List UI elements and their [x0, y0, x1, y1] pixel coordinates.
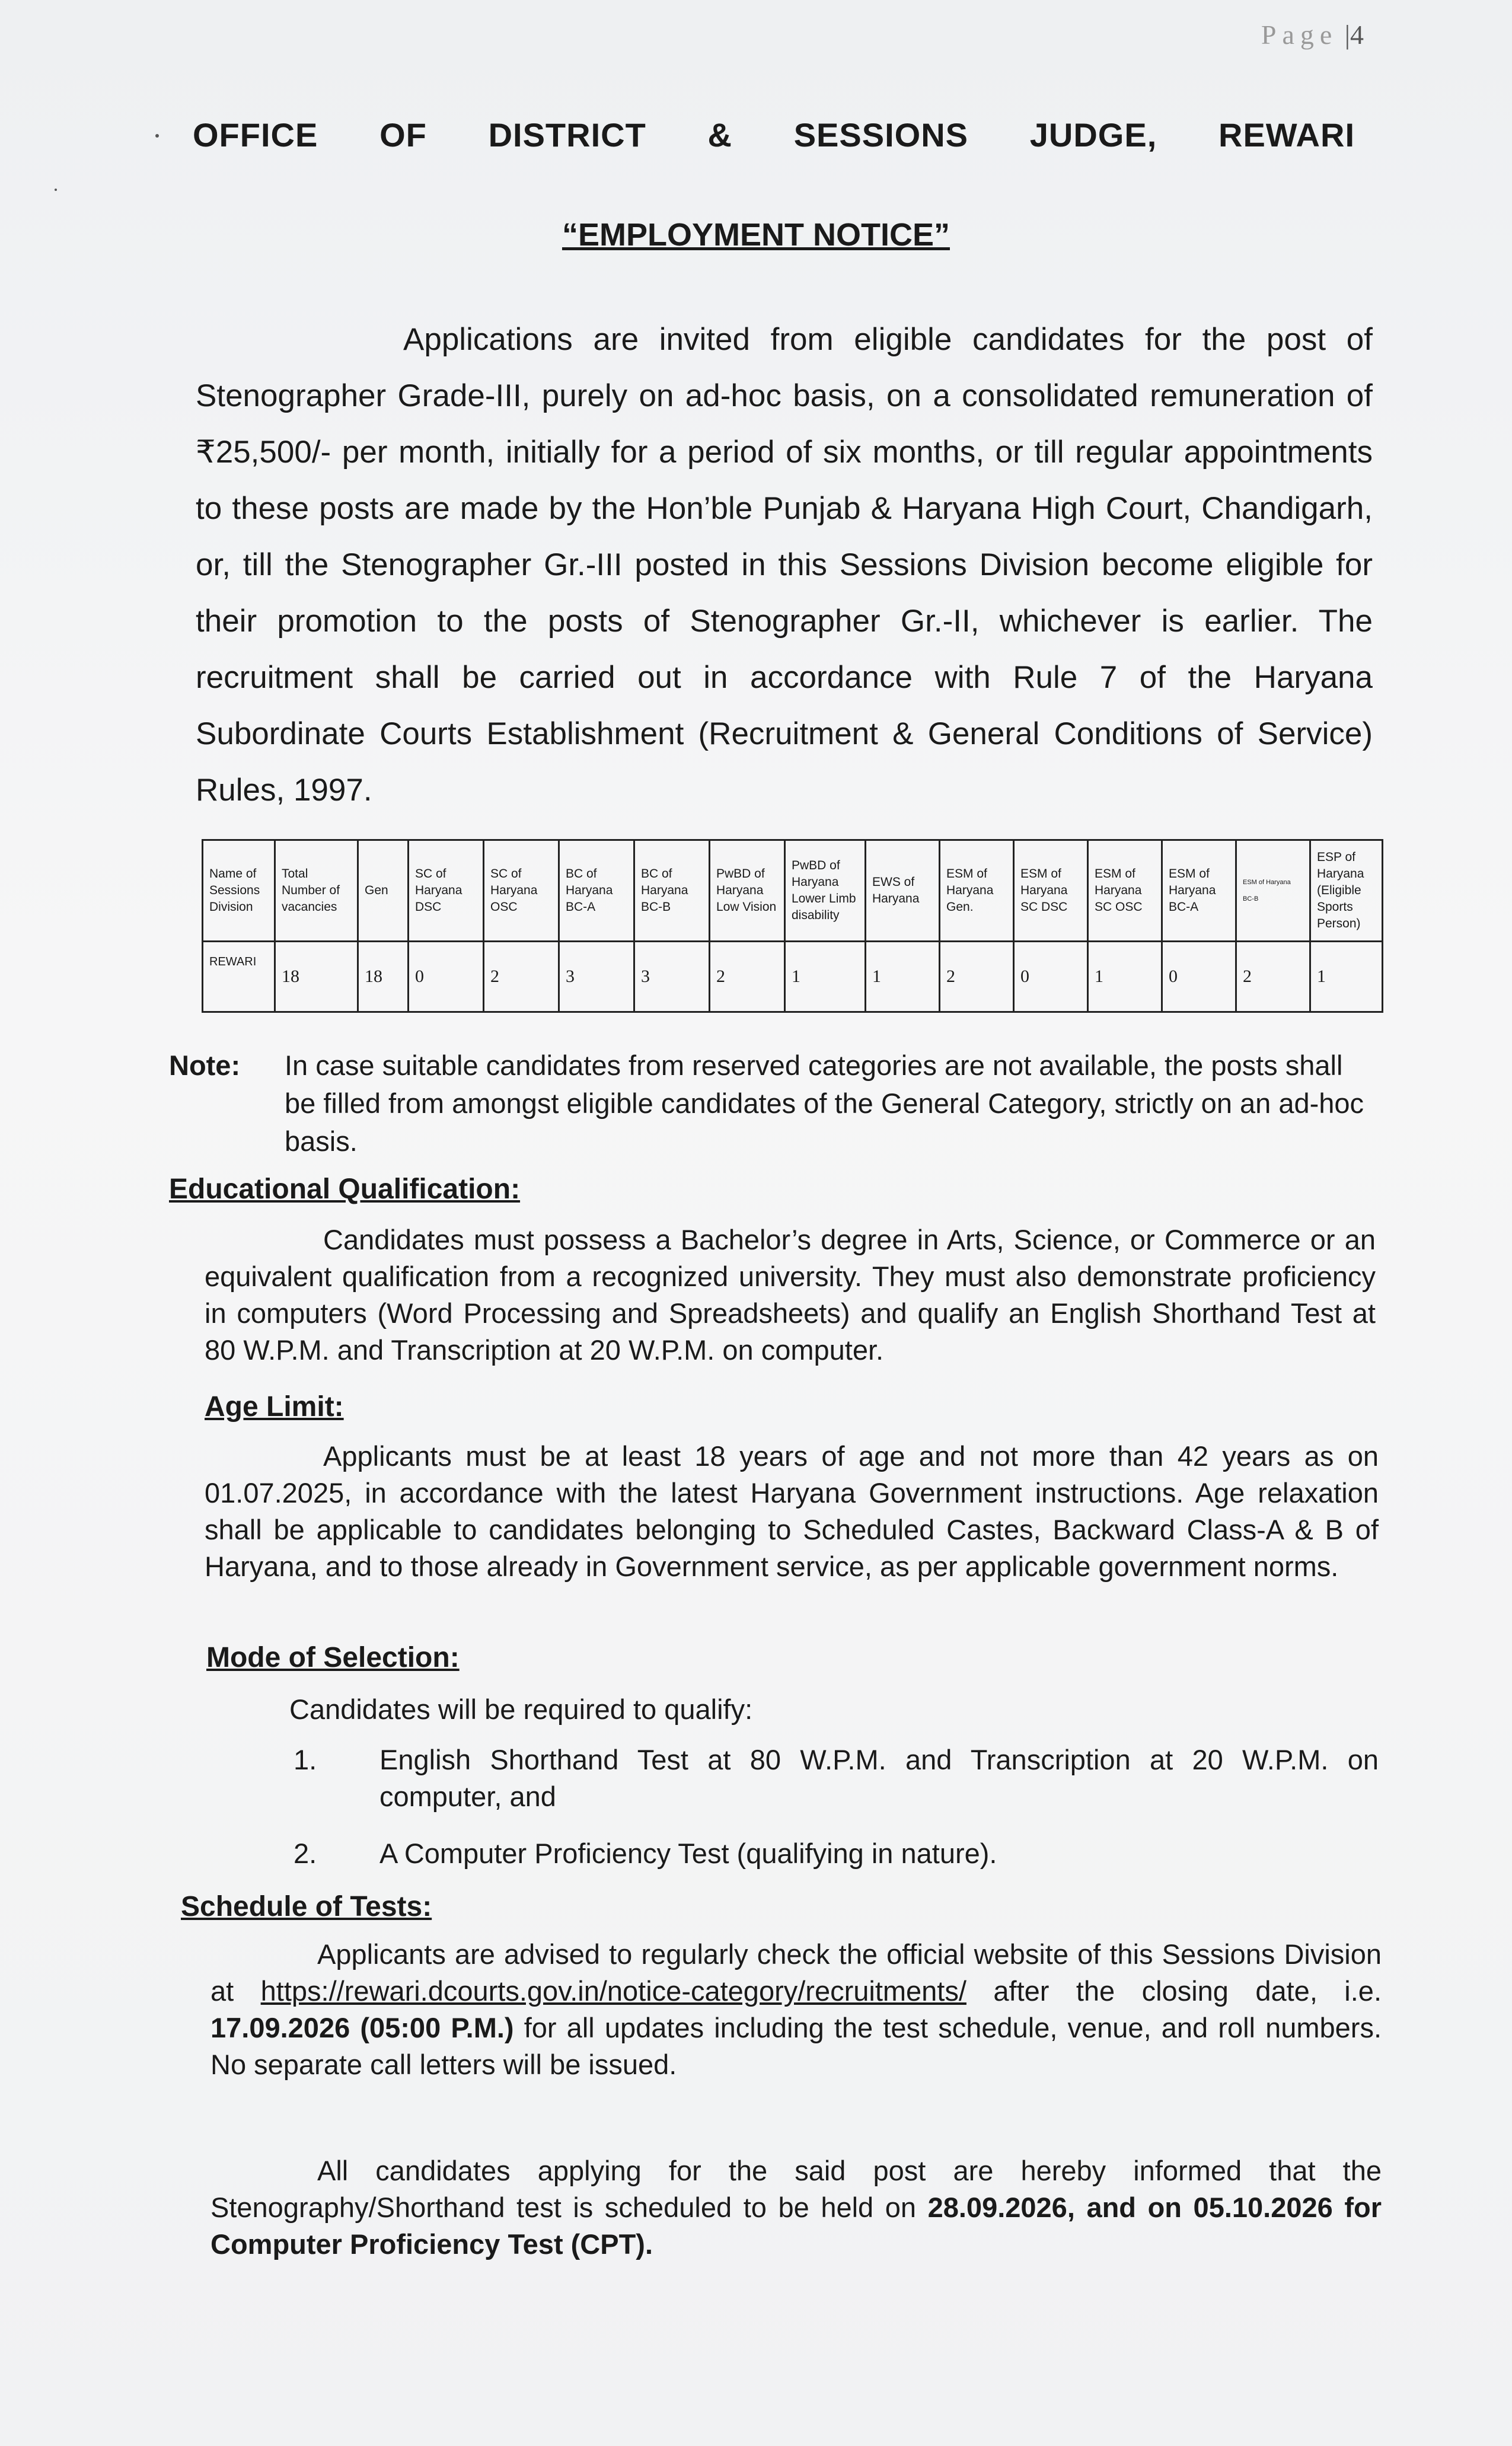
table-header-cell: ESP of Haryana (Eligible Sports Person): [1310, 840, 1383, 942]
table-header-cell: PwBD of Haryana Low Vision: [710, 840, 785, 942]
table-header-cell: SC of Haryana OSC: [484, 840, 559, 942]
final-text: All candidates applying for the said post are hereby informed that the Stenography/Shorthand test is scheduled to be held on: [210, 2155, 1382, 2223]
list-item: [294, 1742, 1379, 1815]
table-header-cell: BC of Haryana BC-B: [634, 840, 710, 942]
intro-paragraph: Applications are invited from eligible candidates for the post of Stenographer Grade-III, purely on ad-hoc basis, on a consolidated remuneration of ₹25,500/- per month, initially for a period of six months, or till regular appointments to these posts are made by the Hon’ble Punjab & Haryana High Court, Chandigarh, or, till the Stenographer Gr.-III posted in this Sessions Division become eligible for their promotion to the posts of Stenographer Gr.-II, whichever is earlier. The recruitment shall be carried out in accordance with Rule 7 of the Haryana Subordinate Courts Establishment (Recruitment & General Conditions of Service) Rules, 1997.: [196, 322, 1373, 808]
notice-title: “EMPLOYMENT NOTICE”: [562, 217, 950, 253]
schedule-text-b: after the closing date, i.e.: [993, 1975, 1382, 2007]
table-cell: 1: [866, 942, 940, 1012]
header-word: OF: [379, 116, 427, 154]
list-item: [294, 1835, 1379, 1872]
list-item-number: 2.: [294, 1838, 317, 1869]
education-heading: Educational Qualification:: [169, 1173, 521, 1205]
table-cell: 2: [940, 942, 1014, 1012]
table-header-cell: ESM of Haryana BC-B: [1236, 840, 1310, 942]
table-cell: 1: [785, 942, 866, 1012]
table-cell: 18: [358, 942, 409, 1012]
table-cell: 18: [275, 942, 358, 1012]
table-cell: 3: [634, 942, 710, 1012]
table-header-cell: Name of Sessions Division: [203, 840, 275, 942]
header-word: SESSIONS: [793, 116, 969, 154]
recruitment-link[interactable]: https://rewari.dcourts.gov.in/notice-category/recruitments/: [260, 1975, 966, 2007]
age-text: Applicants must be at least 18 years of age and not more than 42 years as on 01.07.2025, in accordance with the latest Haryana Government instructions. Age relaxation shall be applicable to candidates belonging to Scheduled Castes, Backward Class-A & B of Haryana, and to those already in Government service, as per applicable government norms.: [205, 1440, 1379, 1582]
table-header-cell: BC of Haryana BC-A: [559, 840, 634, 942]
list-item-text: A Computer Proficiency Test (qualifying in nature).: [379, 1838, 997, 1869]
table-header-cell: PwBD of Haryana Lower Limb disability: [785, 840, 866, 942]
table-header-cell: EWS of Haryana: [866, 840, 940, 942]
table-header-cell: ESM of Haryana SC DSC: [1014, 840, 1088, 942]
test-dates: 28.09.2026, and on 05.10.2026 for Computer Proficiency Test (CPT).: [210, 2192, 1382, 2260]
page-number: Page |4: [1261, 20, 1364, 50]
page-number-value: 4: [1350, 20, 1364, 50]
age-heading: Age Limit:: [205, 1391, 344, 1423]
header-word: DISTRICT: [488, 116, 646, 154]
table-cell: 0: [1162, 942, 1236, 1012]
table-cell: 2: [710, 942, 785, 1012]
table-header-cell: Total Number of vacancies: [275, 840, 358, 942]
table-header-cell: ESM of Haryana Gen.: [940, 840, 1014, 942]
table-header-cell: ESM of Haryana SC OSC: [1088, 840, 1162, 942]
table-header-row: [203, 840, 1383, 942]
schedule-text: [210, 1936, 1382, 2083]
note-block: [169, 1047, 1376, 1160]
header-word: JUDGE,: [1029, 116, 1157, 154]
header-word: &: [707, 116, 732, 154]
table-header-cell: SC of Haryana DSC: [409, 840, 484, 942]
selection-intro: Candidates will be required to qualify:: [289, 1694, 753, 1725]
table-cell: 0: [409, 942, 484, 1012]
final-paragraph: [210, 2152, 1382, 2263]
schedule-text-c: for all updates including the test schedule, venue, and roll numbers. No separate call letters will be issued.: [210, 2012, 1382, 2080]
note-label: Note:: [169, 1050, 241, 1081]
selection-heading: Mode of Selection:: [206, 1642, 460, 1673]
office-header: [193, 116, 1355, 154]
table-row: [203, 942, 1383, 1012]
vacancy-table: [202, 839, 1383, 1013]
table-header-cell: Gen: [358, 840, 409, 942]
education-text: Candidates must possess a Bachelor’s degree in Arts, Science, or Commerce or an equivalent qualification from a recognized university. They must also demonstrate proficiency in computers (Word Processing and Spreadsheets) and qualify an English Shorthand Test at 80 W.P.M. and Transcription at 20 W.P.M. on computer.: [205, 1224, 1376, 1366]
note-text: In case suitable candidates from reserved categories are not available, the posts shall be filled from amongst eligible candidates of the General Category, strictly on an ad-hoc basis.: [285, 1050, 1364, 1157]
table-cell: 3: [559, 942, 634, 1012]
header-word: OFFICE: [193, 116, 318, 154]
table-cell: REWARI: [203, 942, 275, 1012]
header-word: REWARI: [1218, 116, 1355, 154]
schedule-heading: Schedule of Tests:: [181, 1891, 432, 1922]
table-header-cell: ESM of Haryana BC-A: [1162, 840, 1236, 942]
table-cell: 1: [1310, 942, 1383, 1012]
closing-date: 17.09.2026 (05:00 P.M.): [210, 2012, 514, 2043]
page-label: Page: [1261, 20, 1338, 50]
table-cell: 2: [484, 942, 559, 1012]
list-item-text: English Shorthand Test at 80 W.P.M. and Transcription at 20 W.P.M. on computer, and: [379, 1744, 1379, 1812]
table-cell: 0: [1014, 942, 1088, 1012]
table-cell: 1: [1088, 942, 1162, 1012]
scan-speck: [55, 189, 57, 191]
scan-speck: [155, 134, 159, 138]
schedule-text-a: Applicants are advised to regularly check the official website of this Sessions Division at: [210, 1938, 1382, 2007]
table-cell: 2: [1236, 942, 1310, 1012]
list-item-number: 1.: [294, 1744, 317, 1775]
